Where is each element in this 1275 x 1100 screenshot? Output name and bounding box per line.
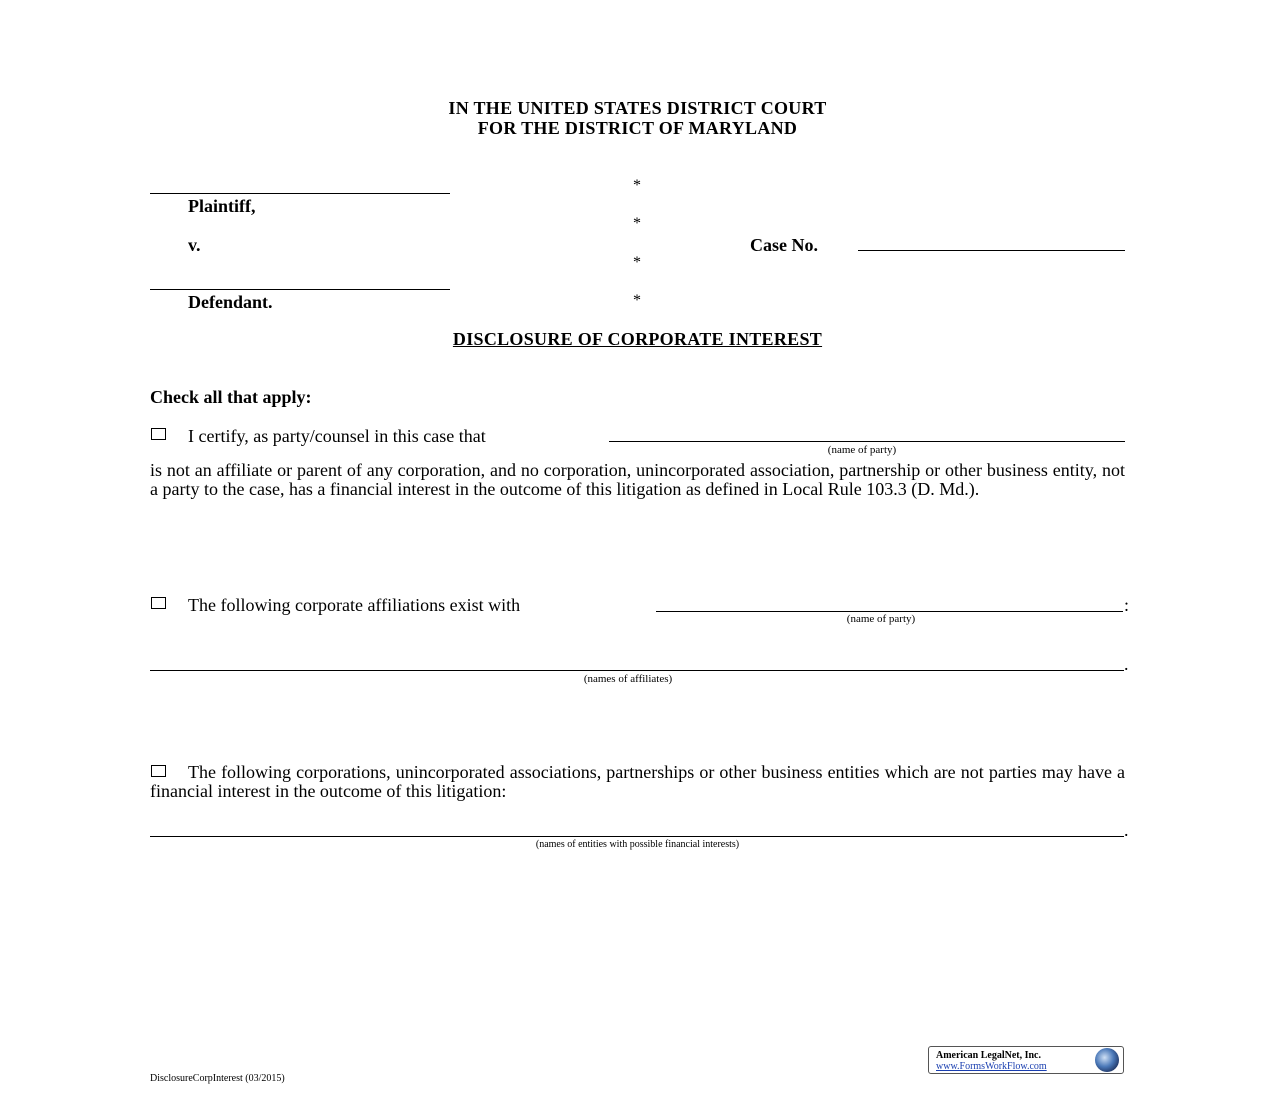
plaintiff-name-line[interactable] [150,193,450,194]
publisher-name: American LegalNet, Inc. [936,1050,1041,1061]
publisher-badge[interactable] [928,1046,1124,1074]
field-trailing-period: . [1124,820,1129,840]
entities-names-field[interactable] [150,836,1124,837]
certify-text: I certify, as party/counsel in this case that [188,426,486,446]
publisher-link[interactable]: www.FormsWorkFlow.com [936,1061,1047,1072]
caption-star: * [633,177,641,194]
document-title: DISCLOSURE OF CORPORATE INTEREST [452,329,823,349]
field-trailing-period: . [1124,654,1129,674]
entities-caption: (names of entities with possible financial interests) [535,839,740,850]
case-number-field[interactable] [858,250,1125,251]
certify-body: is not an affiliate or parent of any corporation, and no corporation, unincorporated association, partnership or other business entity, not a party to the case, has a financial interest in the outcome of this litigation as defined in Local Rule 103.3 (D. Md.). [150,460,1125,499]
caption-star: * [633,254,641,271]
globe-logo-icon [1095,1048,1119,1072]
affiliations-party-field[interactable] [656,611,1123,612]
affiliates-caption: (names of affiliates) [583,673,673,685]
financial-interest-text: The following corporations, unincorporated associations, partnerships or other business entities which are not parties may have a financial interest in the outcome of this litigation: [150,762,1125,801]
affiliates-names-field[interactable] [150,670,1124,671]
field-caption: (name of party) [846,613,916,625]
instructions: Check all that apply: [150,387,312,407]
certify-checkbox[interactable] [151,428,166,440]
affiliations-checkbox[interactable] [151,597,166,609]
defendant-label: Defendant. [188,292,273,312]
caption-star: * [633,215,641,232]
caption-star: * [633,292,641,309]
form-id: DisclosureCorpInterest (03/2015) [150,1073,285,1084]
defendant-name-line[interactable] [150,289,450,290]
case-no-label: Case No. [750,235,818,255]
affiliations-text: The following corporate affiliations exist with [188,595,521,615]
plaintiff-label: Plaintiff, [188,196,256,216]
court-district: FOR THE DISTRICT OF MARYLAND [477,118,798,138]
versus-label: v. [188,235,201,255]
field-trailing-colon: : [1124,595,1130,615]
court-name: IN THE UNITED STATES DISTRICT COURT [448,98,827,118]
field-caption: (name of party) [827,444,897,456]
certify-party-field[interactable] [609,441,1125,442]
